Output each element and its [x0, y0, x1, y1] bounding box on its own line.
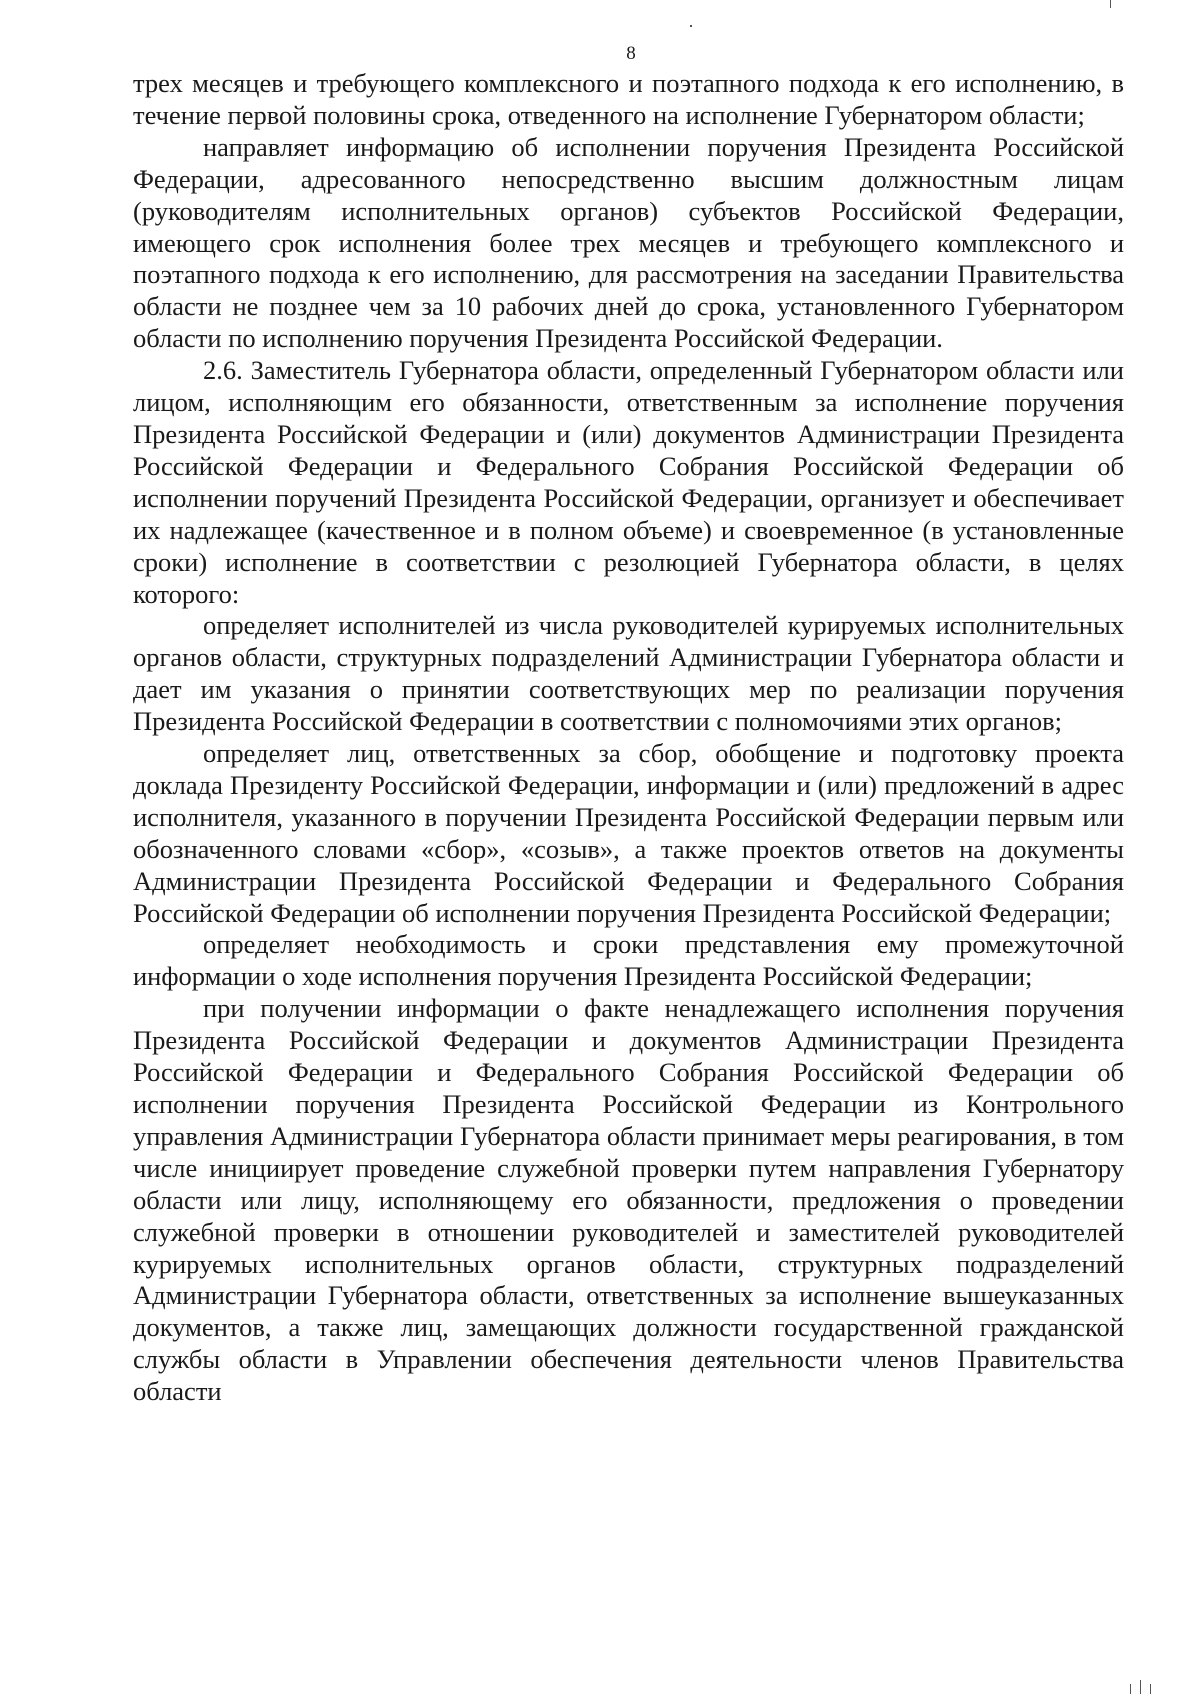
- scan-artifact-top-right: [1110, 0, 1111, 8]
- paragraph-2: направляет информацию об исполнении поручения Президента Российской Федерации, адресованного непосредственно высшим должностным лицам (руководителям исполнительных органов) субъектов Российской Федерации, имеющего срок исполнения более трех месяцев и требующего комплексного и поэтапного подхода к его исполнению, для рассмотрения на заседании Правительства области не позднее чем за 10 рабочих дней до срока, установленного Губернатором области по исполнению поручения Президента Российской Федерации.: [133, 131, 1124, 354]
- paragraph-3-section-2-6: 2.6. Заместитель Губернатора области, определенный Губернатором области или лицом, исполняющим его обязанности, ответственным за исполнение поручения Президента Российской Федерации и (или) документов Администрации Президента Российской Федерации и Федерального Собрания Российской Федерации об исполнении поручений Президента Российской Федерации, организует и обеспечивает их надлежащее (качественное и в полном объеме) и своевременное (в установленные сроки) исполнение в соответствии с резолюцией Губернатора области, в целях которого:: [133, 355, 1124, 609]
- paragraph-4: определяет исполнителей из числа руководителей курируемых исполнительных органов области, структурных подразделений Администрации Губернатора области и дает им указания о принятии соответствующих мер по реализации поручения Президента Российской Федерации в соответствии с полномочиями этих органов;: [133, 610, 1124, 737]
- page-number: 8: [626, 43, 636, 64]
- scan-artifact-top: [690, 25, 692, 27]
- paragraph-7: при получении информации о факте ненадлежащего исполнения поручения Президента Российской Федерации и документов Администрации Президента Российской Федерации и Федерального Собрания Российской Федерации об исполнении поручения Президента Российской Федерации из Контрольного управления Администрации Губернатора области принимает меры реагирования, в том числе инициирует проведение служебной проверки путем направления Губернатору области или лицу, исполняющему его обязанности, предложения о проведении служебной проверки в отношении руководителей и заместителей руководителей курируемых исполнительных органов области, структурных подразделений Администрации Губернатора области, ответственных за исполнение вышеуказанных документов, а также лиц, замещающих должности государственной гражданской службы области в Управлении обеспечения деятельности членов Правительства области: [133, 993, 1124, 1407]
- document-body: [133, 68, 1124, 1408]
- scan-artifact-bottom-right-3: [1150, 1684, 1151, 1694]
- scan-artifact-bottom-right-1: [1130, 1684, 1131, 1694]
- scan-artifact-bottom-right-2: [1140, 1680, 1141, 1694]
- paragraph-5: определяет лиц, ответственных за сбор, обобщение и подготовку проекта доклада Президенту Российской Федерации, информации и (или) предложений в адрес исполнителя, указанного в поручении Президента Российской Федерации первым или обозначенного словами «сбор», «созыв», а также проектов ответов на документы Администрации Президента Российской Федерации и Федерального Собрания Российской Федерации об исполнении поручения Президента Российской Федерации;: [133, 738, 1124, 928]
- paragraph-6: определяет необходимость и сроки представления ему промежуточной информации о ходе исполнения поручения Президента Российской Федерации;: [133, 929, 1124, 992]
- paragraph-1: трех месяцев и требующего комплексного и поэтапного подхода к его исполнению, в течение первой половины срока, отведенного на исполнение Губернатором области;: [133, 68, 1124, 130]
